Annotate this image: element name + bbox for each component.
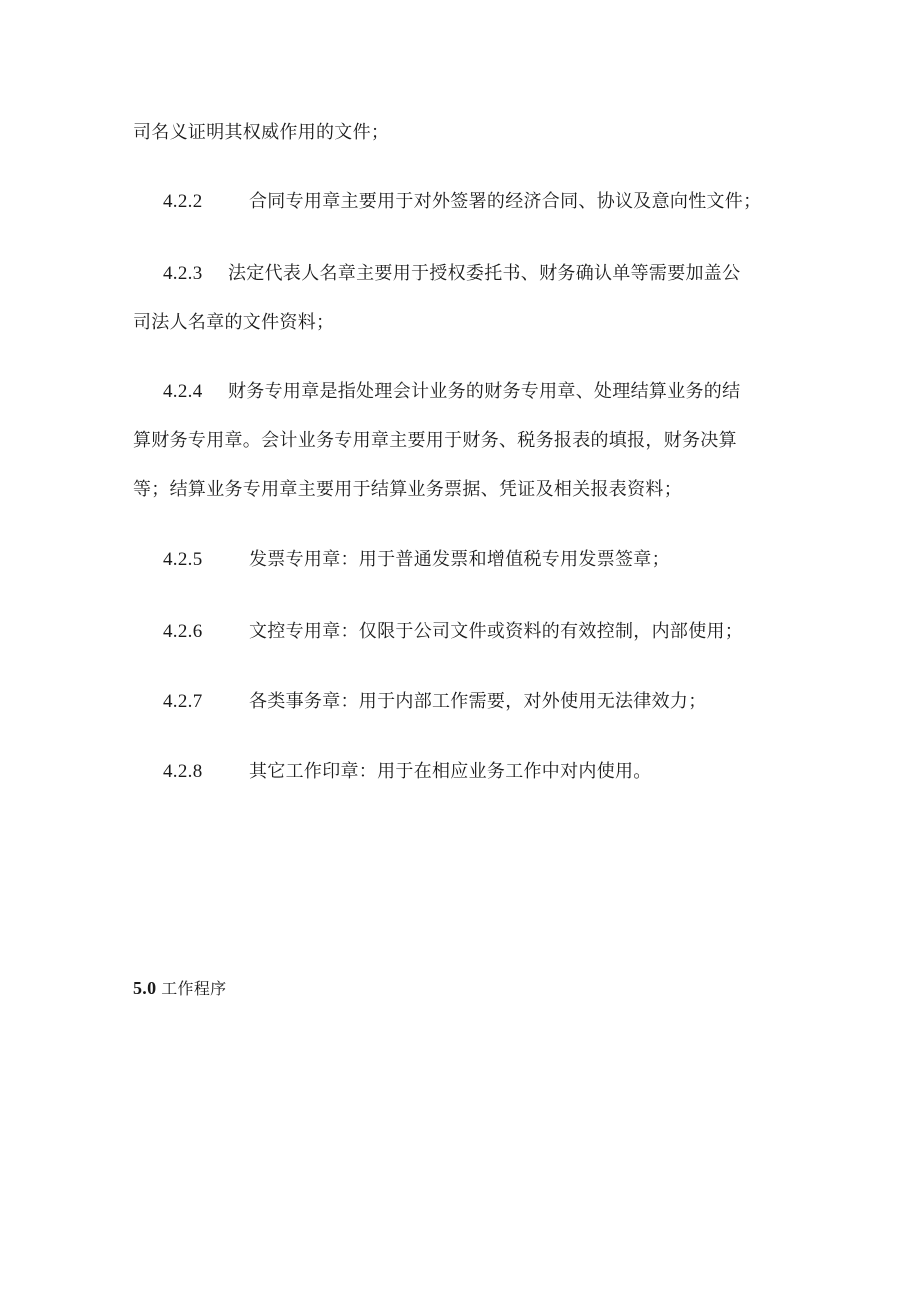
clause-text-4-2-4-line2: 算财务专用章。会计业务专用章主要用于财务、税务报表的填报，财务决算 [133,430,737,451]
intro-tail-text: 司名义证明其权威作用的文件； [133,122,390,143]
clause-text-4-2-3-line1: 法定代表人名章主要用于授权委托书、财务确认单等需要加盖公 [228,263,741,284]
clause-text-4-2-4-line3: 等；结算业务专用章主要用于结算业务票据、凭证及相关报表资料； [133,479,682,500]
clause-number-4-2-5: 4.2.5 [163,549,203,570]
section-heading [133,976,226,1001]
section-number: 5.0 [133,978,157,998]
clause-text-4-2-5: 发票专用章：用于普通发票和增值税专用发票签章； [249,549,670,570]
clause-text-4-2-8: 其它工作印章：用于在相应业务工作中对内使用。 [249,761,652,782]
clause-text-4-2-3-line2: 司法人名章的文件资料； [133,312,335,333]
clause-number-4-2-4: 4.2.4 [163,381,203,402]
clause-text-4-2-4-line1: 财务专用章是指处理会计业务的财务专用章、处理结算业务的结 [228,381,741,402]
clause-text-4-2-7: 各类事务章：用于内部工作需要，对外使用无法律效力； [249,691,707,712]
clause-number-4-2-6: 4.2.6 [163,621,203,642]
clause-number-4-2-7: 4.2.7 [163,691,203,712]
clause-number-4-2-3: 4.2.3 [163,263,203,284]
clause-number-4-2-8: 4.2.8 [163,761,203,782]
section-title: 工作程序 [161,979,227,998]
clause-text-4-2-6: 文控专用章：仅限于公司文件或资料的有效控制，内部使用； [249,621,744,642]
clause-number-4-2-2: 4.2.2 [163,191,203,212]
clause-text-4-2-2: 合同专用章主要用于对外签署的经济合同、协议及意向性文件； [249,191,762,212]
